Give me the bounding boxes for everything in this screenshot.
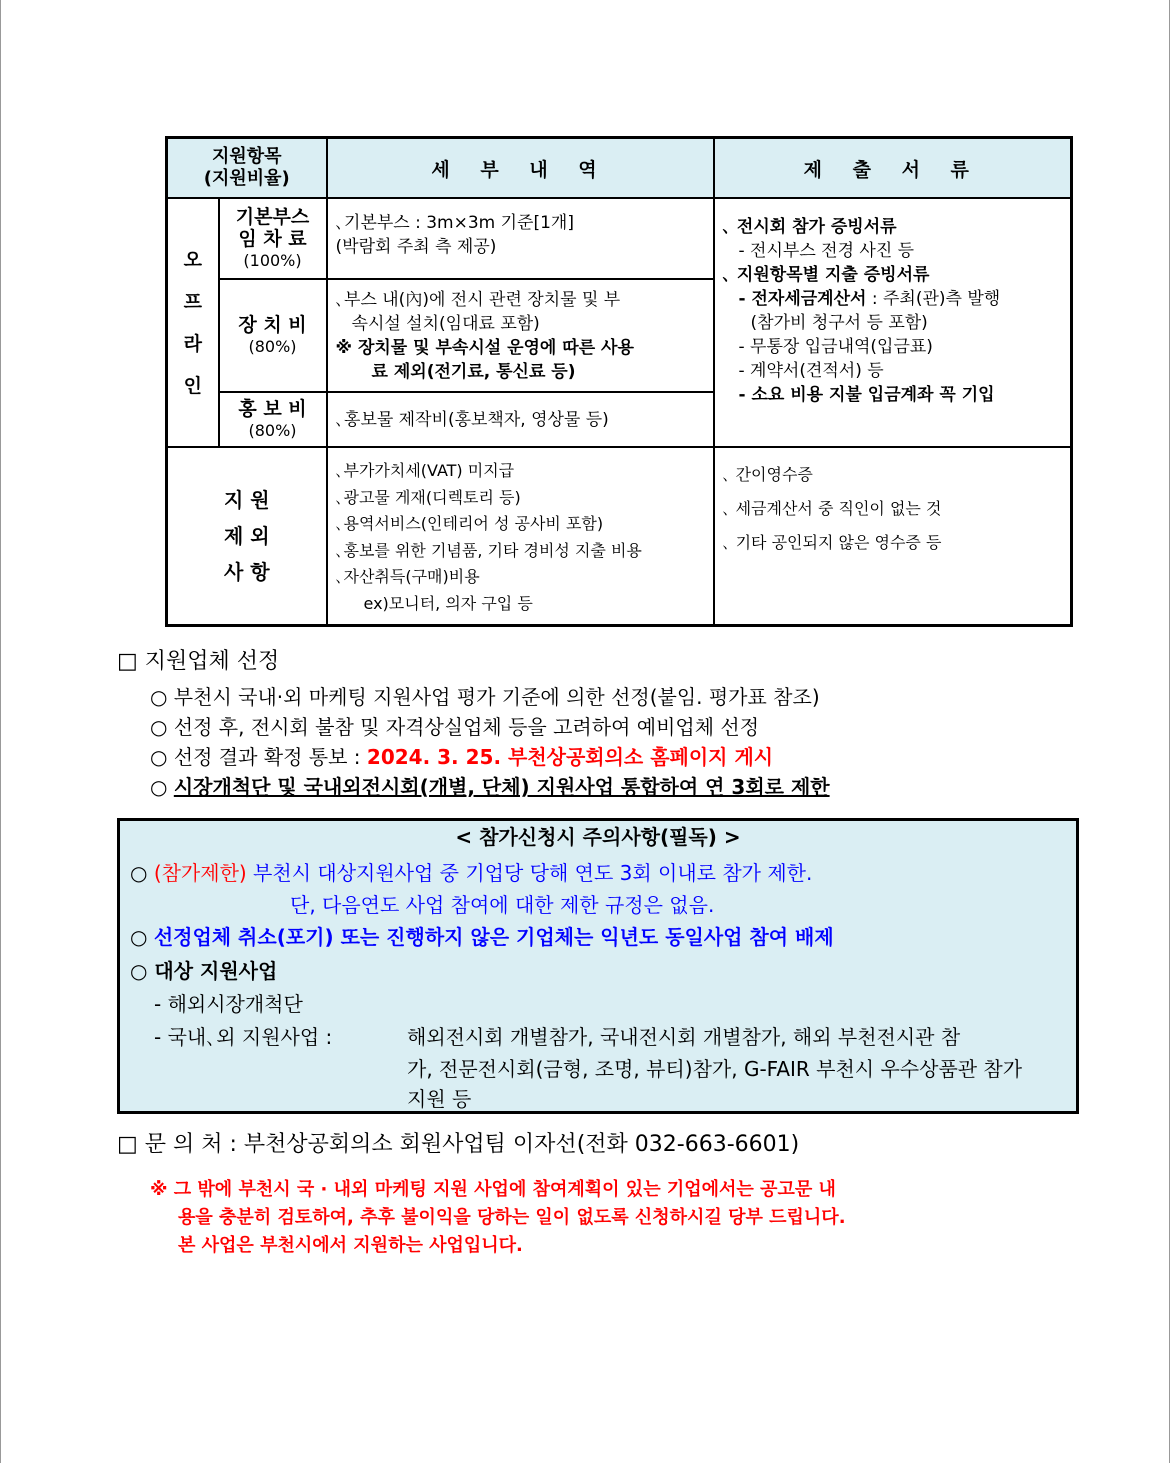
- contact-line: □ 문 의 처 : 부천상공회의소 회원사업팀 이자선(전화 032-663-6601): [117, 1132, 800, 1157]
- support-items-table: [165, 136, 1073, 627]
- offline-char: 프: [183, 290, 202, 313]
- docs-line: ､ 전시회 참가 증빙서류: [722, 217, 897, 237]
- docs-line: (참가비 청구서 등 포함): [750, 313, 928, 333]
- notice-title: < 참가신청시 주의사항(필독) >: [455, 825, 741, 849]
- notice-limit-tag: (참가제한): [153, 861, 247, 885]
- announce-date: 2024. 3. 25. 부천상공회의소 홈페이지 게시: [366, 745, 774, 769]
- booth-detail: [327, 198, 714, 279]
- promo-ratio: (80%): [248, 420, 297, 440]
- selection-bullet: ○ 선정 후, 전시회 불참 및 자격상실업체 등을 고려하여 예비업체 선정: [150, 715, 760, 739]
- docs-line: - 무통장 입금내역(입금표): [738, 337, 933, 357]
- exclusion-doc: ､ 간이영수증: [722, 465, 813, 484]
- booth-label: [219, 198, 327, 279]
- notice-line: ○ 대상 지원사업: [130, 959, 278, 983]
- table-row-booth: [167, 198, 1072, 279]
- promo-detail-line: ､홍보물 제작비(홍보책자, 영상물 등): [335, 409, 609, 430]
- footnote-line: ※ 그 밖에 부천시 국 · 내외 마케팅 지원 사업에 참여계획이 있는 기업에서는 공고문 내: [150, 1179, 836, 1200]
- docs-einvoice: - 전자세금계산서: [738, 289, 867, 309]
- exclusion-item: ､부가가치세(VAT) 미지급: [335, 461, 515, 480]
- docs-line: - 소요 비용 지불 입금계좌 꼭 기입: [738, 385, 995, 405]
- bullet: ○: [130, 925, 154, 949]
- notice-line: - 국내､외 지원사업 :: [154, 1025, 333, 1049]
- booth-detail-line: (박람회 주최 측 제공): [335, 237, 497, 257]
- promo-detail: [327, 392, 714, 447]
- promo-label: [219, 392, 327, 447]
- offline-char: 인: [183, 374, 202, 397]
- table-header-row: [167, 138, 1072, 199]
- exclusion-doc: ､ 세금계산서 중 직인이 없는 것: [722, 499, 942, 518]
- exclusion-doc: ､ 기타 공인되지 않은 영수증 등: [722, 533, 942, 552]
- footnote-line: 본 사업은 부천시에서 지원하는 사업입니다.: [178, 1235, 523, 1256]
- docs-einvoice-note: : 주최(관)측 발행: [866, 289, 1001, 309]
- offline-docs: [714, 198, 1072, 447]
- selection-bullet: [150, 773, 830, 801]
- equipment-detail-line: ※ 장치물 및 부속시설 운영에 따른 사용: [335, 338, 634, 358]
- docs-line: - 전시부스 전경 사진 등: [738, 241, 915, 261]
- notice-line: 해외전시회 개별참가, 국내전시회 개별참가, 해외 부천전시관 참: [407, 1025, 961, 1049]
- equipment-detail-line: 속시설 설치(임대료 포함): [351, 314, 540, 334]
- exclusion-item: ､홍보를 위한 기념품, 기타 경비성 지출 비용: [335, 540, 642, 560]
- equipment-detail: [327, 279, 714, 392]
- docs-line: - 계약서(견적서) 등: [738, 361, 884, 381]
- exclusion-items: [327, 447, 714, 625]
- header-detail: [327, 138, 714, 199]
- selection-bullet: ○ 부천시 국내·외 마케팅 지원사업 평가 기준에 의한 선정(붙임. 평가표 참조): [150, 685, 820, 709]
- notice-line: [130, 857, 812, 890]
- equipment-ratio: (80%): [248, 336, 297, 356]
- offline-char: 라: [183, 332, 202, 355]
- booth-label-line2: 임 차 료: [238, 227, 307, 250]
- docs-line: [723, 287, 1063, 311]
- booth-ratio: (100%): [243, 250, 302, 270]
- header-docs-label: 제 출 서 류: [803, 158, 981, 181]
- exclusion-label-line: 제 외: [223, 523, 270, 548]
- equipment-label: [219, 279, 327, 392]
- exclusion-item: ､용역서비스(인테리어 성 공사비 포함): [335, 514, 604, 533]
- promo-label-text: 홍 보 비: [238, 397, 307, 420]
- footnote: [150, 1176, 1085, 1260]
- header-support-item: [167, 138, 327, 199]
- notice-line: [130, 921, 834, 954]
- equipment-detail-line: ､부스 내(內)에 전시 관련 장치물 및 부: [335, 290, 621, 310]
- booth-detail-line: ､기본부스 : 3m×3m 기준[1개]: [335, 213, 574, 233]
- bullet: ○: [150, 775, 174, 799]
- header-docs: [714, 138, 1072, 199]
- announce-prefix: ○ 선정 결과 확정 통보 :: [150, 745, 367, 769]
- notice-limit-text: 부천시 대상지원사업 중 기업당 당해 연도 3회 이내로 참가 제한.: [246, 861, 813, 885]
- notice-line: 가, 전문전시회(금형, 조명, 뷰티)참가, G-FAIR 부천시 우수상품관 참가: [407, 1057, 1023, 1081]
- exclusion-item: ex)모니터, 의자 구입 등: [363, 593, 533, 613]
- exclusion-label-line: 지 원: [223, 487, 270, 512]
- bullet: ○: [130, 861, 154, 885]
- notice-line: 지원 등: [407, 1087, 472, 1111]
- header-detail-label: 세 부 내 역: [431, 158, 609, 181]
- equipment-label-text: 장 치 비: [238, 313, 307, 336]
- exclusion-label: [167, 447, 327, 625]
- exclusion-item: ､자산취득(구매)비용: [335, 567, 480, 586]
- footnote-line: 용을 충분히 검토하여, 추후 불이익을 당하는 일이 없도록 신청하시길 당부 드립니다.: [178, 1207, 846, 1228]
- notice-line: - 해외시장개척단: [154, 992, 303, 1016]
- selection-title: □ 지원업체 선정: [117, 649, 280, 674]
- limit-note: 시장개척단 및 국내외전시회(개별, 단체) 지원사업 통합하여 연 3회로 제한: [173, 775, 830, 799]
- offline-label: [167, 198, 219, 447]
- exclusion-docs: [714, 447, 1072, 625]
- offline-char: 오: [183, 248, 202, 271]
- equipment-detail-line: 료 제외(전기료, 통신료 등): [371, 362, 576, 382]
- exclusion-label-line: 사 항: [223, 559, 270, 584]
- header-item-line2: (지원비율): [203, 168, 290, 189]
- table-row-exclusion: [167, 447, 1072, 625]
- notice-cancel-text: 선정업체 취소(포기) 또는 진행하지 않은 기업체는 익년도 동일사업 참여 배제: [153, 925, 834, 949]
- selection-bullet: [150, 743, 773, 771]
- notice-line: 단, 다음연도 사업 참여에 대한 제한 규정은 없음.: [290, 893, 715, 917]
- header-item-line1: 지원항목: [211, 146, 282, 167]
- docs-line: ､ 지원항목별 지출 증빙서류: [722, 265, 930, 285]
- booth-label-line1: 기본부스: [235, 205, 310, 228]
- notice-box: [117, 818, 1079, 1114]
- exclusion-item: ､광고물 게재(디렉토리 등): [335, 487, 521, 507]
